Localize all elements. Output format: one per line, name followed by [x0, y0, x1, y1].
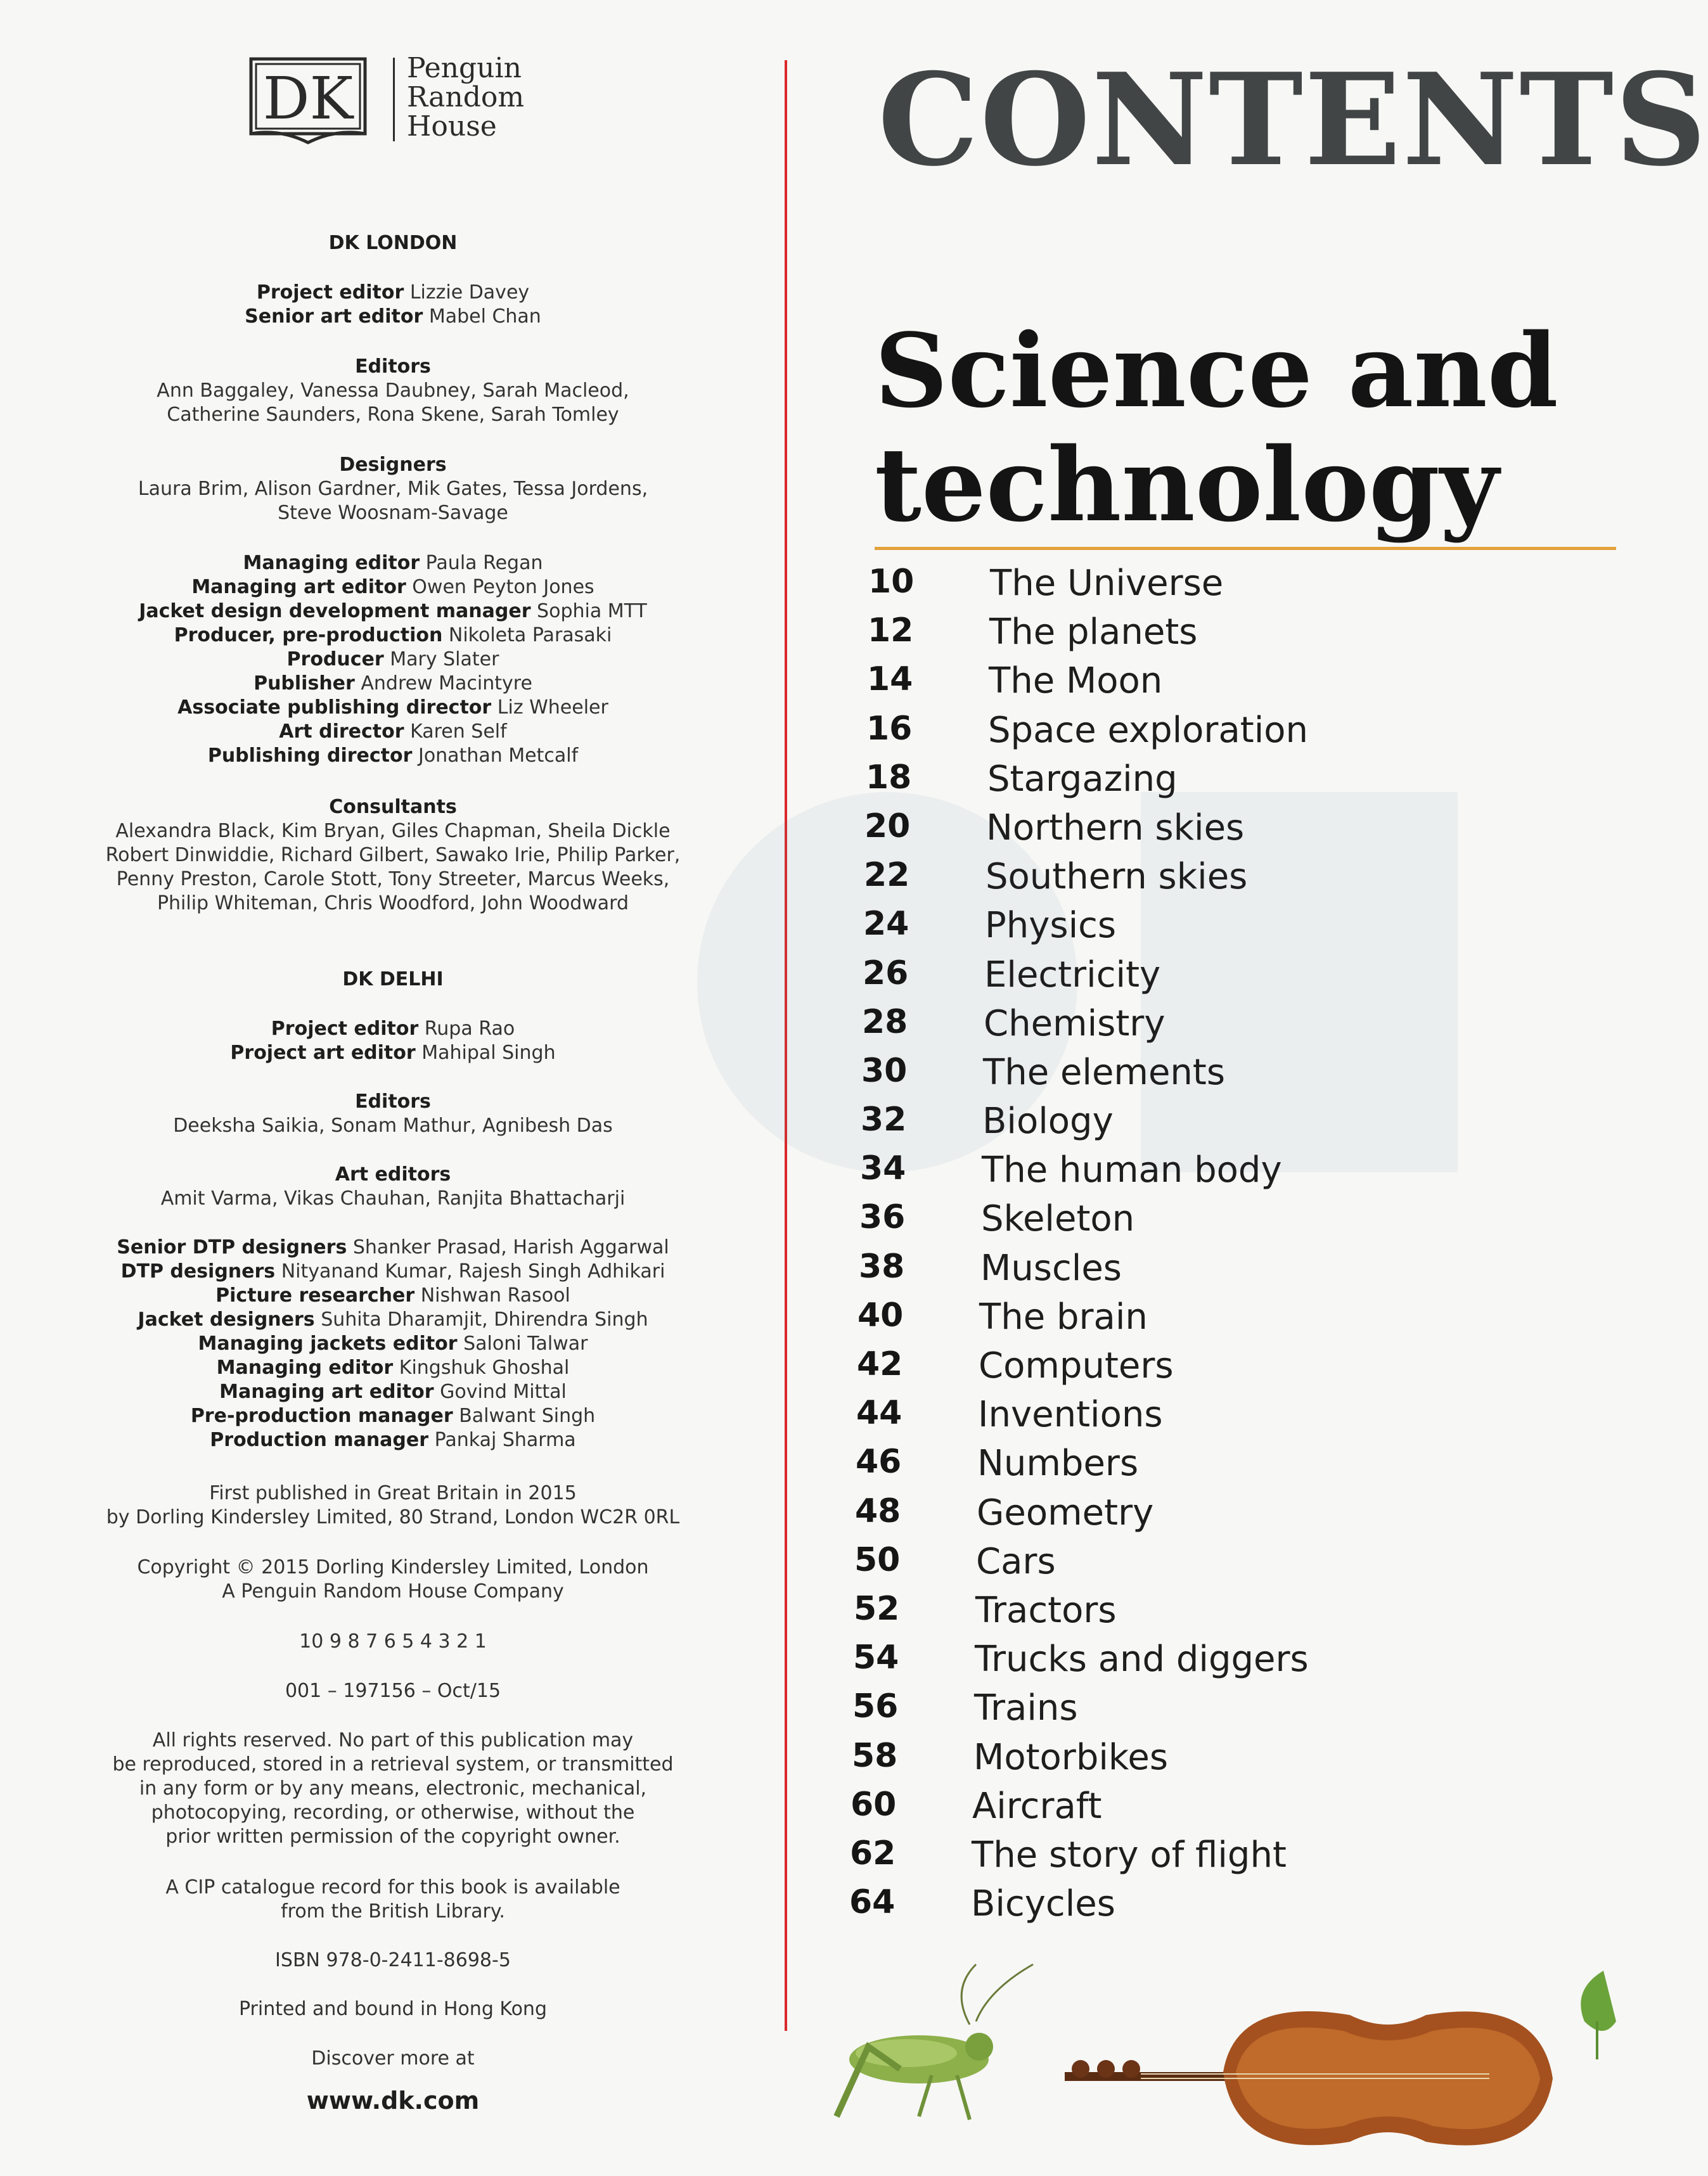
credit-name: Andrew Macintyre — [361, 672, 532, 694]
toc-title: Chemistry — [984, 1002, 1165, 1044]
cip-line: A CIP catalogue record for this book is available — [165, 1876, 620, 1898]
toc-title: Aircraft — [972, 1785, 1102, 1827]
toc-page-number: 14 — [867, 660, 913, 699]
toc-title: Motorbikes — [973, 1736, 1168, 1778]
toc-entry[interactable] — [866, 753, 1595, 802]
credit-name: Karen Self — [410, 720, 507, 743]
credit-role: Project art editor — [230, 1042, 416, 1064]
rights-line: photocopying, recording, or otherwise, without the — [151, 1802, 635, 1824]
credit-line — [76, 1332, 710, 1356]
toc-page-number: 10 — [868, 563, 915, 601]
art-editors-block — [76, 1163, 710, 1211]
credit-line — [76, 1404, 710, 1428]
consultants-line: Penny Preston, Carole Stott, Tony Streeter, Marcus Weeks, — [116, 868, 670, 890]
credit-line — [76, 1017, 710, 1041]
credit-line — [76, 624, 710, 648]
toc-entry[interactable] — [868, 558, 1597, 606]
publisher-line: House — [407, 110, 497, 143]
code-line: 001 – 197156 – Oct/15 — [285, 1680, 501, 1702]
london-roles — [76, 281, 710, 329]
toc-page-number: 18 — [866, 758, 912, 797]
credit-role: Managing editor — [216, 1357, 394, 1379]
art-editors-heading: Art editors — [335, 1163, 451, 1186]
toc-entry[interactable] — [863, 900, 1592, 949]
rights-line: All rights reserved. No part of this publication may — [152, 1729, 634, 1751]
toc-entry[interactable] — [860, 1144, 1589, 1193]
credit-name: Govind Mittal — [440, 1381, 567, 1403]
credit-name: Balwant Singh — [459, 1405, 596, 1427]
toc-title: The human body — [982, 1149, 1282, 1191]
toc-entry[interactable] — [859, 1243, 1588, 1291]
toc-title: The planets — [989, 611, 1198, 653]
toc-title: Trucks and diggers — [975, 1639, 1309, 1680]
toc-page-number: 16 — [866, 709, 913, 748]
section-title-line: Science and — [875, 311, 1558, 430]
credit-role: Jacket design development manager — [139, 600, 531, 622]
credit-role: Managing editor — [243, 552, 420, 574]
toc-page-number: 24 — [863, 905, 909, 944]
editors-line: Catherine Saunders, Rona Skene, Sarah Tomley — [167, 404, 619, 426]
credit-role: Production manager — [210, 1429, 429, 1451]
contents-heading: CONTENTS — [878, 46, 1708, 195]
toc-page-number: 54 — [853, 1639, 899, 1677]
consultants-line: Robert Dinwiddie, Richard Gilbert, Sawako Irie, Philip Parker, — [105, 844, 681, 866]
credit-name: Pankaj Sharma — [434, 1429, 576, 1451]
toc-title: Space exploration — [988, 709, 1309, 751]
toc-title: The story of flight — [972, 1834, 1287, 1876]
toc-page-number: 12 — [868, 611, 914, 650]
credit-line — [76, 1356, 710, 1380]
credit-name: Sophia MTT — [537, 600, 647, 622]
toc-title: Trains — [974, 1687, 1078, 1729]
credit-role: Senior art editor — [245, 305, 423, 328]
section-title-line: technology — [875, 425, 1499, 544]
toc-page-number: 34 — [860, 1149, 906, 1188]
toc-entry[interactable] — [849, 1878, 1578, 1927]
toc-entry[interactable] — [861, 1047, 1590, 1096]
designers-line: Steve Woosnam-Savage — [278, 502, 508, 524]
credit-role: Jacket designers — [138, 1309, 315, 1331]
toc-title: Electricity — [984, 954, 1161, 995]
publisher-line: Random — [407, 81, 525, 113]
toc-title: Cars — [976, 1540, 1056, 1582]
toc-title: The Moon — [989, 660, 1163, 702]
credit-name: Saloni Talwar — [463, 1333, 588, 1355]
toc-title: Biology — [982, 1101, 1114, 1142]
credit-role: Picture researcher — [215, 1284, 415, 1307]
credit-role: Art director — [279, 720, 404, 743]
designers-block — [76, 453, 710, 525]
consultants-line: Philip Whiteman, Chris Woodford, John Woodward — [157, 892, 629, 914]
leaf-illustration — [1565, 1964, 1616, 2059]
art-editors-line: Amit Varma, Vikas Chauhan, Ranjita Bhattacharji — [160, 1187, 626, 1210]
rights-line: be reproduced, stored in a retrieval system, or transmitted — [112, 1753, 674, 1776]
logo-separator — [393, 58, 395, 141]
credit-role: Managing art editor — [191, 576, 406, 598]
delhi-roles-2 — [76, 1236, 710, 1452]
editors-block — [76, 355, 710, 427]
cip-notice — [76, 1876, 710, 1924]
toc-page-number: 62 — [850, 1834, 896, 1872]
toc-title: The Universe — [990, 563, 1224, 604]
toc-page-number: 58 — [852, 1736, 898, 1775]
credit-line — [76, 1041, 710, 1065]
credit-line — [76, 599, 710, 624]
credit-name: Shanker Prasad, Harish Aggarwal — [352, 1236, 669, 1258]
delhi-editors-line: Deeksha Saikia, Sonam Mathur, Agnibesh Das — [173, 1115, 613, 1137]
credit-name: Nikoleta Parasaki — [448, 624, 612, 646]
toc-page-number: 46 — [856, 1443, 902, 1482]
toc-entry[interactable] — [854, 1585, 1583, 1634]
credit-line — [76, 1284, 710, 1308]
credit-role: Publishing director — [207, 745, 413, 767]
rights-line: in any form or by any means, electronic, mechanical, — [139, 1777, 647, 1800]
print-line: 10 9 8 7 6 5 4 3 2 1 — [299, 1630, 487, 1653]
toc-entry[interactable] — [852, 1682, 1581, 1731]
credit-role: Managing art editor — [219, 1381, 434, 1403]
designers-heading: Designers — [339, 454, 447, 476]
toc-entry[interactable] — [857, 1291, 1586, 1340]
consultants-heading: Consultants — [329, 796, 457, 818]
toc-entry[interactable] — [852, 1732, 1581, 1781]
toc-entry[interactable] — [856, 1389, 1585, 1438]
toc-title: The elements — [983, 1051, 1226, 1093]
toc-page-number: 42 — [857, 1345, 903, 1383]
website-link[interactable]: www.dk.com — [306, 2087, 480, 2115]
editors-heading: Editors — [355, 355, 431, 378]
credit-line — [76, 672, 710, 696]
credit-line — [76, 1260, 710, 1284]
toc-title: Numbers — [977, 1443, 1139, 1485]
credit-line — [76, 1428, 710, 1452]
credit-name: Mary Slater — [390, 648, 499, 670]
toc-page-number: 40 — [857, 1296, 904, 1334]
copyright — [76, 1556, 710, 1604]
toc-page-number: 28 — [862, 1002, 908, 1041]
credit-line — [76, 648, 710, 672]
toc-page-number: 38 — [859, 1247, 905, 1286]
cricket-illustration — [824, 1952, 1039, 2142]
credit-name: Paula Regan — [425, 552, 543, 574]
toc-entry[interactable] — [867, 655, 1596, 704]
credit-line — [76, 744, 710, 768]
toc-page-number: 50 — [854, 1540, 901, 1579]
credit-line — [76, 1308, 710, 1332]
toc-entry[interactable] — [850, 1829, 1579, 1878]
toc-title: Inventions — [978, 1394, 1163, 1436]
toc-page-number: 22 — [864, 856, 910, 895]
delhi-editors-heading: Editors — [355, 1091, 431, 1113]
first-published-line: First published in Great Britain in 2015 — [209, 1482, 577, 1504]
credit-line — [76, 575, 710, 599]
credit-name: Lizzie Davey — [409, 281, 530, 304]
publisher-logo — [248, 54, 540, 149]
toc-title: Northern skies — [986, 807, 1245, 848]
toc-entry[interactable] — [853, 1634, 1582, 1682]
violin-illustration — [1046, 1977, 1565, 2167]
delhi-editors-block — [76, 1090, 710, 1138]
credit-name: Nityanand Kumar, Rajesh Singh Adhikari — [281, 1260, 665, 1283]
isbn: ISBN 978-0-2411-8698-5 — [275, 1949, 511, 1971]
toc-entry[interactable] — [864, 802, 1593, 851]
first-published-line: by Dorling Kindersley Limited, 80 Strand, London WC2R 0RL — [106, 1506, 680, 1528]
toc-entry[interactable] — [866, 705, 1595, 753]
toc-page-number: 36 — [859, 1198, 906, 1237]
toc-page-number: 30 — [861, 1051, 908, 1090]
credit-name: Jonathan Metcalf — [418, 745, 579, 767]
credit-role: Producer, pre-production — [174, 624, 443, 646]
credit-role: Project editor — [271, 1018, 419, 1040]
credit-line — [76, 551, 710, 575]
discover-more: Discover more at — [311, 2047, 475, 2070]
credit-role: DTP designers — [120, 1260, 276, 1283]
toc-entry[interactable] — [863, 949, 1591, 998]
credit-role: Pre-production manager — [190, 1405, 453, 1427]
toc-entry[interactable] — [857, 1340, 1586, 1389]
dk-delhi-heading: DK DELHI — [342, 968, 444, 990]
publisher-line: Penguin — [407, 52, 522, 84]
toc-page-number: 52 — [854, 1589, 900, 1628]
consultants-block — [76, 795, 710, 916]
copyright-line: A Penguin Random House Company — [222, 1580, 564, 1603]
section-title — [875, 311, 1572, 544]
toc-title: Muscles — [980, 1247, 1122, 1289]
toc-title: The brain — [979, 1296, 1148, 1338]
credit-name: Mahipal Singh — [421, 1042, 556, 1064]
credit-line — [76, 1236, 710, 1260]
rights-notice — [76, 1729, 710, 1849]
toc-title: Physics — [985, 905, 1117, 947]
designers-line: Laura Brim, Alison Gardner, Mik Gates, Tessa Jordens, — [138, 478, 648, 500]
toc-page-number: 64 — [849, 1883, 896, 1922]
toc-entry[interactable] — [859, 1193, 1588, 1242]
toc-page-number: 56 — [852, 1687, 899, 1726]
cip-line: from the British Library. — [281, 1900, 505, 1923]
rights-line: prior written permission of the copyright owner. — [165, 1826, 620, 1848]
credit-role: Producer — [286, 648, 384, 670]
toc-title: Geometry — [977, 1492, 1154, 1533]
first-published — [76, 1482, 710, 1530]
credit-name: Kingshuk Ghoshal — [399, 1357, 570, 1379]
toc-page-number: 60 — [851, 1785, 897, 1824]
credit-name: Rupa Rao — [424, 1018, 515, 1040]
toc-title: Southern skies — [986, 856, 1248, 898]
toc-entry[interactable] — [862, 998, 1591, 1047]
credit-name: Suhita Dharamjit, Dhirendra Singh — [321, 1309, 648, 1331]
toc-title: Skeleton — [981, 1198, 1135, 1240]
credit-name: Liz Wheeler — [497, 696, 608, 719]
credit-role: Project editor — [256, 281, 404, 304]
credit-line — [76, 305, 710, 329]
toc-page-number: 44 — [856, 1394, 902, 1433]
credit-name: Owen Peyton Jones — [412, 576, 594, 598]
toc-entry[interactable] — [855, 1487, 1584, 1536]
toc-page-number: 20 — [864, 807, 911, 845]
toc-title: Stargazing — [987, 758, 1178, 800]
toc-entry[interactable] — [868, 606, 1596, 655]
credit-role: Associate publishing director — [177, 696, 492, 719]
toc-entry[interactable] — [856, 1438, 1584, 1487]
toc-page-number: 26 — [863, 954, 909, 992]
credit-name: Nishwan Rasool — [420, 1284, 570, 1307]
toc-page-number: 32 — [861, 1101, 907, 1139]
dk-book-icon — [248, 54, 368, 149]
toc-entry[interactable] — [861, 1096, 1589, 1144]
credit-role: Managing jackets editor — [198, 1333, 458, 1355]
editors-line: Ann Baggaley, Vanessa Daubney, Sarah Macleod, — [157, 380, 629, 402]
toc-entry[interactable] — [851, 1781, 1579, 1829]
dk-london-heading: DK LONDON — [328, 232, 458, 254]
toc-entry[interactable] — [854, 1536, 1583, 1585]
section-rule — [875, 547, 1616, 550]
credit-role: Senior DTP designers — [117, 1236, 347, 1258]
toc-title: Bicycles — [971, 1883, 1115, 1925]
printed-in: Printed and bound in Hong Kong — [238, 1998, 547, 2020]
credit-line — [76, 696, 710, 720]
toc-title: Computers — [979, 1345, 1174, 1386]
toc-title: Tractors — [975, 1589, 1117, 1631]
toc-entry[interactable] — [864, 851, 1593, 900]
london-roles-2 — [76, 551, 710, 768]
table-of-contents — [849, 558, 1597, 1927]
publisher-name — [407, 54, 559, 141]
credit-line — [76, 1380, 710, 1404]
toc-page-number: 48 — [855, 1492, 901, 1530]
dk-mark: DK — [262, 65, 354, 132]
credit-line — [76, 281, 710, 305]
credit-line — [76, 720, 710, 744]
copyright-line: Copyright © 2015 Dorling Kindersley Limited, London — [137, 1556, 649, 1578]
consultants-line: Alexandra Black, Kim Bryan, Giles Chapman, Sheila Dickle — [115, 820, 671, 842]
delhi-roles — [76, 1017, 710, 1065]
credit-name: Mabel Chan — [428, 305, 541, 328]
credit-role: Publisher — [254, 672, 355, 694]
